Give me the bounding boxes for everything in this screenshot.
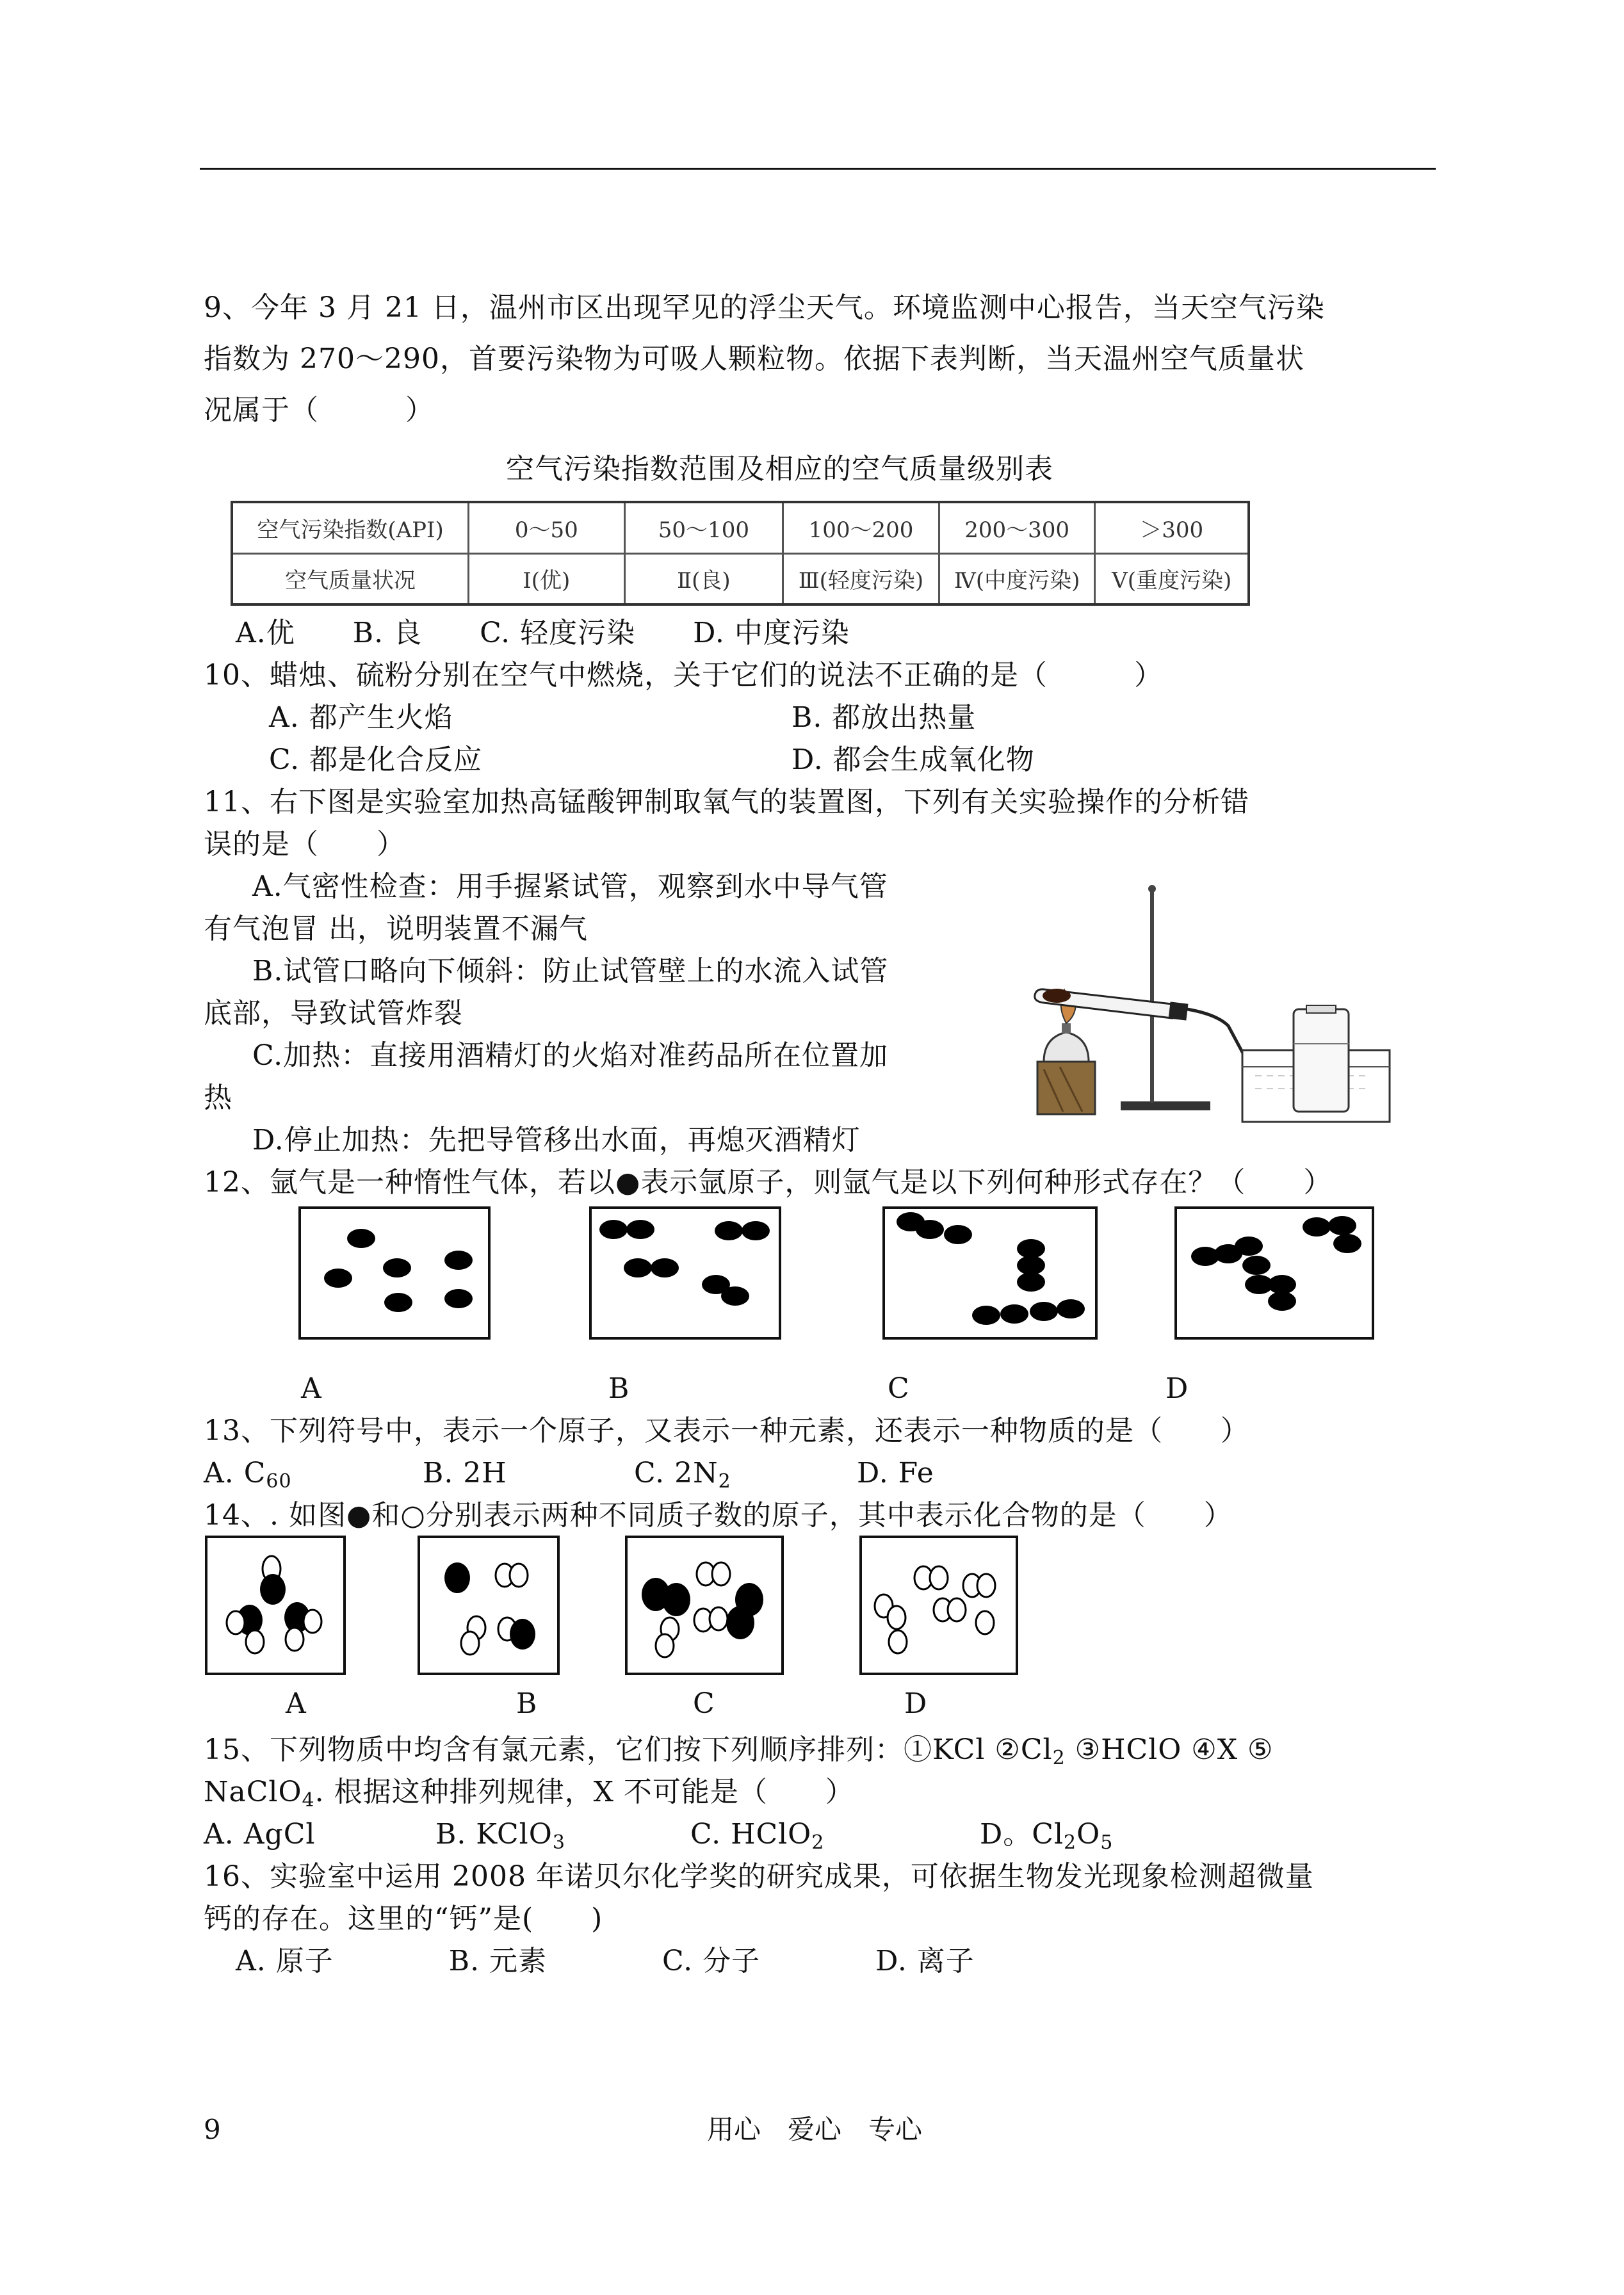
q11-option-c-line2: 热 — [204, 1082, 232, 1114]
q16-line2: 钙的存在。这里的“钙”是( ) — [204, 1902, 603, 1935]
q10-option-c: C. 都是化合反应 — [269, 743, 483, 776]
q13-option-d: D. Fe — [857, 1457, 934, 1489]
table-cell: ＞300 — [1095, 502, 1249, 553]
q11-option-a-line2: 有气泡冒 出，说明装置不漏气 — [204, 912, 588, 945]
q13-stem: 13、下列符号中，表示一个原子，又表示一种元素，还表示一种物质的是（ ） — [204, 1415, 1249, 1447]
q11-option-b-line1: B.试管口略向下倾斜：防止试管壁上的水流入试管 — [252, 955, 889, 987]
q14-figure-a — [205, 1536, 346, 1675]
q11-option-d: D.停止加热：先把导管移出水面，再熄灭酒精灯 — [252, 1124, 861, 1156]
table-cell: Ⅲ(轻度污染) — [783, 553, 939, 604]
q10-stem: 10、蜡烛、硫粉分别在空气中燃烧，关于它们的说法不正确的是（ ） — [204, 659, 1163, 692]
q13-option-a: A. $C_{60}$ — [204, 1457, 292, 1493]
q15-option-a: A. AgCl — [204, 1818, 316, 1851]
q13-option-c: C. $2N_2$ — [634, 1457, 731, 1493]
q12-figure-c — [882, 1206, 1098, 1340]
q13-option-b: B. 2H — [423, 1457, 507, 1489]
q9-line1: 9、今年 3 月 21 日，温州市区出现罕见的浮尘天气。环境监测中心报告，当天空气污染 — [204, 291, 1325, 324]
header-rule — [200, 168, 1436, 170]
footer-motto: 用心 爱心 专心 — [707, 2114, 923, 2145]
q12-figure-b — [589, 1206, 781, 1340]
q15-line1: 15、下列物质中均含有氯元素，它们按下列顺序排列：①KCl $②Cl_2$ ③HClO ④X ⑤ — [204, 1733, 1274, 1769]
q15-option-c: C. HClO$_2$ — [690, 1818, 825, 1854]
q11-option-b-line2: 底部，导致试管炸裂 — [204, 997, 463, 1030]
q15-option-b: B. KClO$_3$ — [435, 1818, 565, 1854]
q12-figure-d — [1174, 1206, 1374, 1340]
q16-options: A. 原子 B. 元素 C. 分子 D. 离子 — [236, 1945, 975, 1977]
table-cell: 50～100 — [624, 502, 783, 553]
q12-label-c: C — [888, 1372, 910, 1405]
q15-line2: NaClO$_4$. 根据这种排列规律，X 不可能是（ ） — [204, 1776, 854, 1812]
table-cell: Ⅴ(重度污染) — [1095, 553, 1249, 604]
oxygen-apparatus-diagram — [1025, 858, 1396, 1127]
table-cell: 0～50 — [469, 502, 624, 553]
q11-option-c-line1: C.加热：直接用酒精灯的火焰对准药品所在位置加 — [252, 1039, 889, 1072]
table-cell: 100～200 — [783, 502, 939, 553]
q10-option-b: B. 都放出热量 — [792, 701, 977, 734]
q10-option-a: A. 都产生火焰 — [269, 701, 453, 734]
table-cell: 200～300 — [939, 502, 1095, 553]
table-cell: 空气质量状况 — [232, 553, 469, 604]
q14-stem: 14、. 如图●和○分别表示两种不同质子数的原子，其中表示化合物的是（ ） — [204, 1499, 1233, 1532]
q14-figure-c — [625, 1536, 784, 1675]
q12-label-b: B — [608, 1372, 630, 1405]
q9-line3: 况属于（ ） — [204, 394, 434, 426]
q12-label-a: A — [301, 1372, 322, 1405]
q9-options: A.优 B. 良 C. 轻度污染 D. 中度污染 — [236, 617, 850, 649]
q12-stem: 12、氩气是一种惰性气体，若以●表示氩原子，则氩气是以下列何种形式存在？（ ） — [204, 1166, 1333, 1199]
table-cell: Ⅰ(优) — [469, 553, 624, 604]
table-cell: Ⅱ(良) — [624, 553, 783, 604]
q14-label-c: C — [693, 1687, 715, 1720]
table-cell: 空气污染指数(API) — [232, 502, 469, 553]
q11-line2: 误的是（ ） — [204, 828, 405, 861]
table-cell: Ⅳ(中度污染) — [939, 553, 1095, 604]
air-quality-table — [231, 501, 1250, 606]
q15-option-d: D。$Cl_2O_5$ — [980, 1818, 1114, 1854]
q12-figure-a — [298, 1206, 491, 1340]
q9-table-title: 空气污染指数范围及相应的空气质量级别表 — [506, 453, 1053, 485]
page-number: 9 — [204, 2114, 221, 2145]
q9-line2: 指数为 270～290，首要污染物为可吸人颗粒物。依据下表判断，当天温州空气质量状 — [204, 343, 1304, 375]
q11-line1: 11、右下图是实验室加热高锰酸钾制取氧气的装置图，下列有关实验操作的分析错 — [204, 786, 1249, 818]
q11-option-a-line1: A.气密性检查：用手握紧试管，观察到水中导气管 — [252, 870, 888, 903]
q14-label-d: D — [904, 1687, 928, 1720]
q14-label-b: B — [516, 1687, 538, 1720]
q12-label-d: D — [1165, 1372, 1189, 1405]
q14-label-a: A — [286, 1687, 307, 1720]
q16-line1: 16、实验室中运用 2008 年诺贝尔化学奖的研究成果，可依据生物发光现象检测超微量 — [204, 1860, 1314, 1893]
q14-figure-b — [418, 1536, 560, 1675]
q10-option-d: D. 都会生成氧化物 — [792, 743, 1035, 776]
q14-figure-d — [859, 1536, 1018, 1675]
